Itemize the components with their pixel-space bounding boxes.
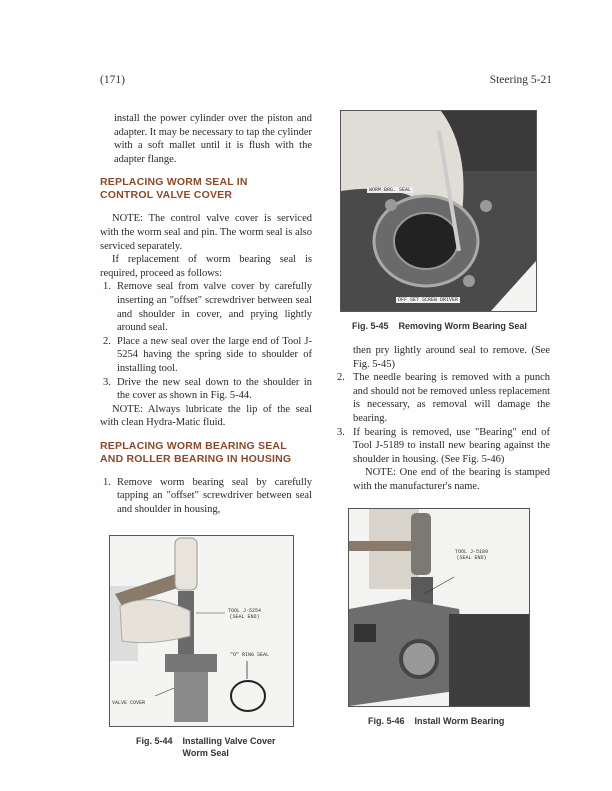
list-text: Drive the new seal down to the shoulder in the cover as shown in Fig. 5-44. xyxy=(117,376,312,402)
heading-line: CONTROL VALVE COVER xyxy=(100,189,233,202)
label-valve-cover: VALVE COVER xyxy=(112,699,146,706)
list-item xyxy=(100,335,312,376)
label-tool: TOOL J-5189 (SEAL END) xyxy=(455,548,489,561)
page-number: (171) xyxy=(100,74,125,86)
figure-5-45-caption xyxy=(352,320,550,332)
list-text: The needle bearing is removed with a punch and should not be removed unless replacement is necessary, as removal will damage the bearing. xyxy=(353,372,550,424)
list-number: 1. xyxy=(103,281,111,293)
list-item xyxy=(337,371,550,425)
worm-seal-removal-illustration xyxy=(341,111,536,311)
heading-line: REPLACING WORM BEARING SEAL xyxy=(100,439,287,452)
list-text: Remove worm bearing seal by carefully tapping an "offset" screwdriver between seal and shoulder in housing, xyxy=(117,476,312,516)
heading-line: AND ROLLER BEARING IN HOUSING xyxy=(100,452,292,465)
paragraph: then pry lightly around seal to remove. (See Fig. 5-45) xyxy=(353,345,550,370)
section2-text xyxy=(100,476,312,517)
label-tool: TOOL J-5254 (SEAL END) xyxy=(228,607,262,620)
list-number: 3. xyxy=(103,376,111,388)
caption-number: Fig. 5-44 xyxy=(136,735,173,746)
list-item xyxy=(103,476,312,517)
right-column-text xyxy=(337,344,550,494)
valve-cover-illustration xyxy=(110,536,293,726)
list-item xyxy=(100,280,312,334)
label-screwdriver: OFF SET SCREW DRIVER xyxy=(398,297,459,303)
heading-bearing-seal xyxy=(100,440,312,466)
caption-number: Fig. 5-45 xyxy=(352,321,389,331)
figure-5-44-photo xyxy=(109,535,294,727)
list-item xyxy=(337,426,550,467)
section1-text xyxy=(100,212,312,430)
heading-line: REPLACING WORM SEAL IN xyxy=(100,176,248,189)
caption-text: Removing Worm Bearing Seal xyxy=(398,321,527,331)
figure-5-45-photo xyxy=(340,110,537,312)
section-title: Steering 5-21 xyxy=(489,74,552,86)
label-o-ring: "O" RING SEAL xyxy=(230,651,270,658)
figure-5-46-photo xyxy=(348,508,530,707)
note: NOTE: Always lubricate the lip of the seal with clean Hydra-Matic fluid. xyxy=(100,403,312,429)
right-column xyxy=(337,110,550,727)
figure-5-46-caption xyxy=(368,715,550,727)
caption-number: Fig. 5-46 xyxy=(368,715,405,726)
list-number: 2. xyxy=(337,372,345,384)
caption-text: Install Worm Bearing xyxy=(414,715,505,726)
caption-text: Installing Valve Cover Worm Seal xyxy=(182,735,276,758)
list-number: 3. xyxy=(337,426,345,438)
list-item xyxy=(100,376,312,403)
intro-paragraph: install the power cylinder over the piston and adapter. It may be necessary to tap the cylinder with a soft mallet until it is flush with the adapter flange. xyxy=(114,113,312,165)
paragraph: If replacement of worm bearing seal is required, proceed as follows: xyxy=(100,254,312,279)
heading-worm-seal xyxy=(100,176,312,202)
note: NOTE: One end of the bearing is stamped with the manufacturer's name. xyxy=(353,467,550,492)
left-column xyxy=(100,112,312,759)
label-worm-seal: WORM BRG. SEAL xyxy=(369,187,412,193)
figure-5-44-caption xyxy=(136,735,312,759)
note: NOTE: The control valve cover is serviced with the worm seal and pin. The worm seal is also serviced separately. xyxy=(100,213,312,252)
list-text: If bearing is removed, use "Bearing" end of Tool J-5189 to install new bearing against the shoulder in housing. (See Fig. 5-46) xyxy=(353,426,550,465)
list-number: 1. xyxy=(103,476,111,488)
list-text: Place a new seal over the large end of Tool J-5254 having the spring side to shoulder of installing tool. xyxy=(117,335,312,374)
list-number: 2. xyxy=(103,335,111,347)
list-text: Remove seal from valve cover by carefully inserting an "offset" screwdriver between seal and shoulder in cover, and prying lightly around seal. xyxy=(117,281,312,334)
worm-bearing-install-illustration xyxy=(349,509,529,706)
